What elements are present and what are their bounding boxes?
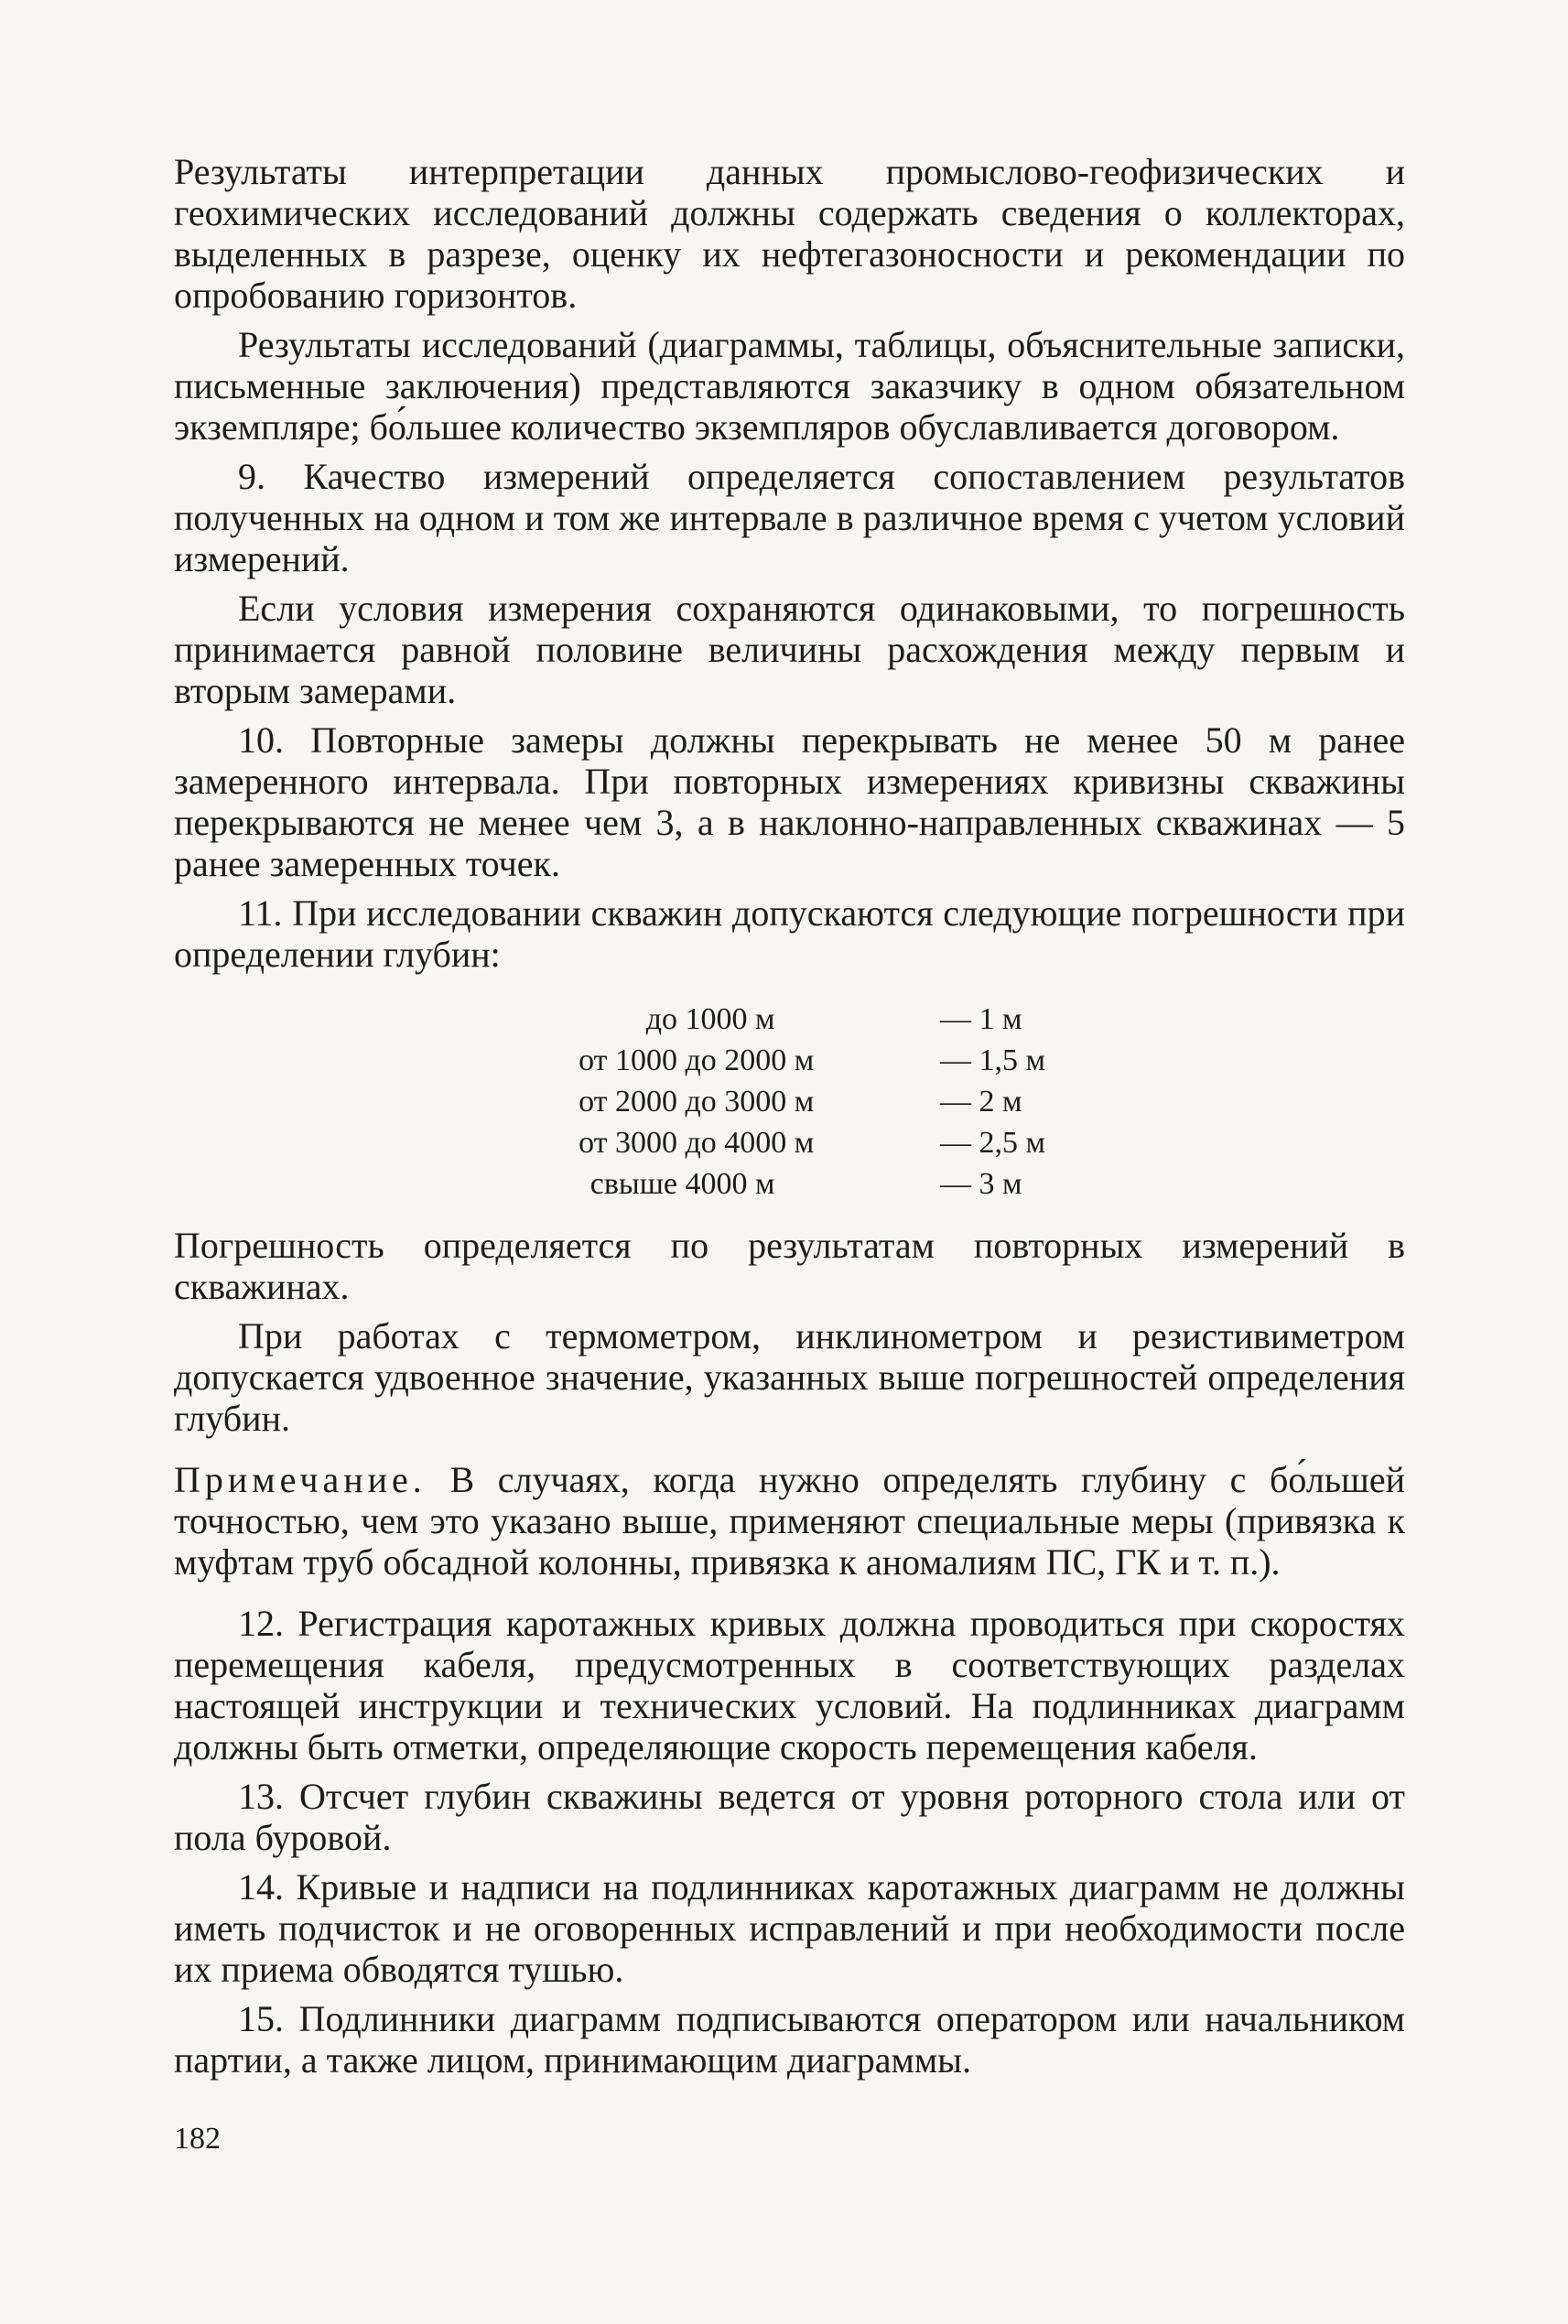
note-text: В случаях, когда нужно определять глубину с бо́льшей точностью, чем это указано выше, применяют специальные меры (привязка к муфтам труб обсадной колонны, привязка к аномалиям ПС, ГК и т. п.). (174, 1459, 1405, 1583)
depth-range-start: до (645, 1002, 677, 1036)
depth-range-end: 1000 м (685, 1002, 775, 1036)
depth-range-end: до 4000 м (685, 1126, 815, 1160)
paragraph-study-results: Результаты исследований (диаграммы, таблицы, объяснительные записки, письменные заключения) представляются заказчику в одном обязательном экземпляре; бо́льшее количество экземпляров обуславливается договором. (174, 324, 1405, 448)
depth-error-row (549, 1122, 1405, 1163)
depth-error-value: — 3 м (940, 1167, 1022, 1201)
paragraph-error-determination: Погрешность определяется по результатам повторных измерений в скважинах. (174, 1225, 1405, 1307)
depth-error-table (549, 999, 1405, 1205)
depth-error-row (549, 1040, 1405, 1081)
paragraph-item-11: 11. При исследовании скважин допускаются следующие погрешности при определении глубин: (174, 892, 1405, 975)
note-paragraph (174, 1459, 1405, 1583)
depth-range-start: свыше (589, 1167, 677, 1201)
depth-error-value: — 1,5 м (940, 1043, 1046, 1077)
depth-range-start: от 3000 (579, 1126, 677, 1160)
depth-error-row (549, 1081, 1405, 1122)
paragraph-item-15: 15. Подлинники диаграмм подписываются оператором или начальником партии, а также лицом, принимающим диаграммы. (174, 1998, 1405, 2081)
paragraph-interpretation-results: Результаты интерпретации данных промыслово-геофизических и геохимических исследований должны содержать сведения о коллекторах, выделенных в разрезе, оценку их нефтегазоносности и рекомендации по опробованию горизонтов. (174, 151, 1405, 316)
depth-error-row (549, 999, 1405, 1040)
depth-error-value: — 1 м (940, 1002, 1022, 1036)
depth-range-end: до 2000 м (685, 1043, 815, 1077)
depth-range-end: до 3000 м (685, 1085, 815, 1119)
page-number: 182 (174, 2122, 221, 2156)
page-body (174, 151, 1405, 2089)
depth-range-start: от 2000 (579, 1085, 677, 1119)
paragraph-item-10: 10. Повторные замеры должны перекрывать не менее 50 м ранее замеренного интервала. При повторных измерениях кривизны скважины перекрываются не менее чем 3, а в наклонно-направленных скважинах — 5 ранее замеренных точек. (174, 719, 1405, 884)
paragraph-item-12: 12. Регистрация каротажных кривых должна проводиться при скоростях перемещения кабеля, предусмотренных в соответствующих разделах настоящей инструкции и технических условий. На подлинниках диаграмм должны быть отметки, определяющие скорость перемещения кабеля. (174, 1603, 1405, 1767)
depth-range-end: 4000 м (685, 1167, 775, 1201)
paragraph-item-14: 14. Кривые и надписи на подлинниках каротажных диаграмм не должны иметь подчисток и не оговоренных исправлений и при необходимости после их приема обводятся тушью. (174, 1866, 1405, 1990)
depth-error-value: — 2,5 м (940, 1126, 1046, 1160)
depth-error-row (549, 1163, 1405, 1205)
note-label: Примечание. (174, 1459, 427, 1500)
paragraph-item-13: 13. Отсчет глубин скважины ведется от уровня роторного стола или от пола буровой. (174, 1776, 1405, 1858)
depth-range-start: от 1000 (579, 1043, 677, 1077)
paragraph-measurement-conditions: Если условия измерения сохраняются одинаковыми, то погрешность принимается равной половине величины расхождения между первым и вторым замерами. (174, 588, 1405, 711)
paragraph-item-9: 9. Качество измерений определяется сопоставлением результатов полученных на одном и том же интервале в различное время с учетом условий измерений. (174, 456, 1405, 579)
paragraph-thermometer-works: При работах с термометром, инклинометром и резистивиметром допускается удвоенное значение, указанных выше погрешностей определения глубин. (174, 1315, 1405, 1439)
depth-error-value: — 2 м (940, 1085, 1022, 1119)
